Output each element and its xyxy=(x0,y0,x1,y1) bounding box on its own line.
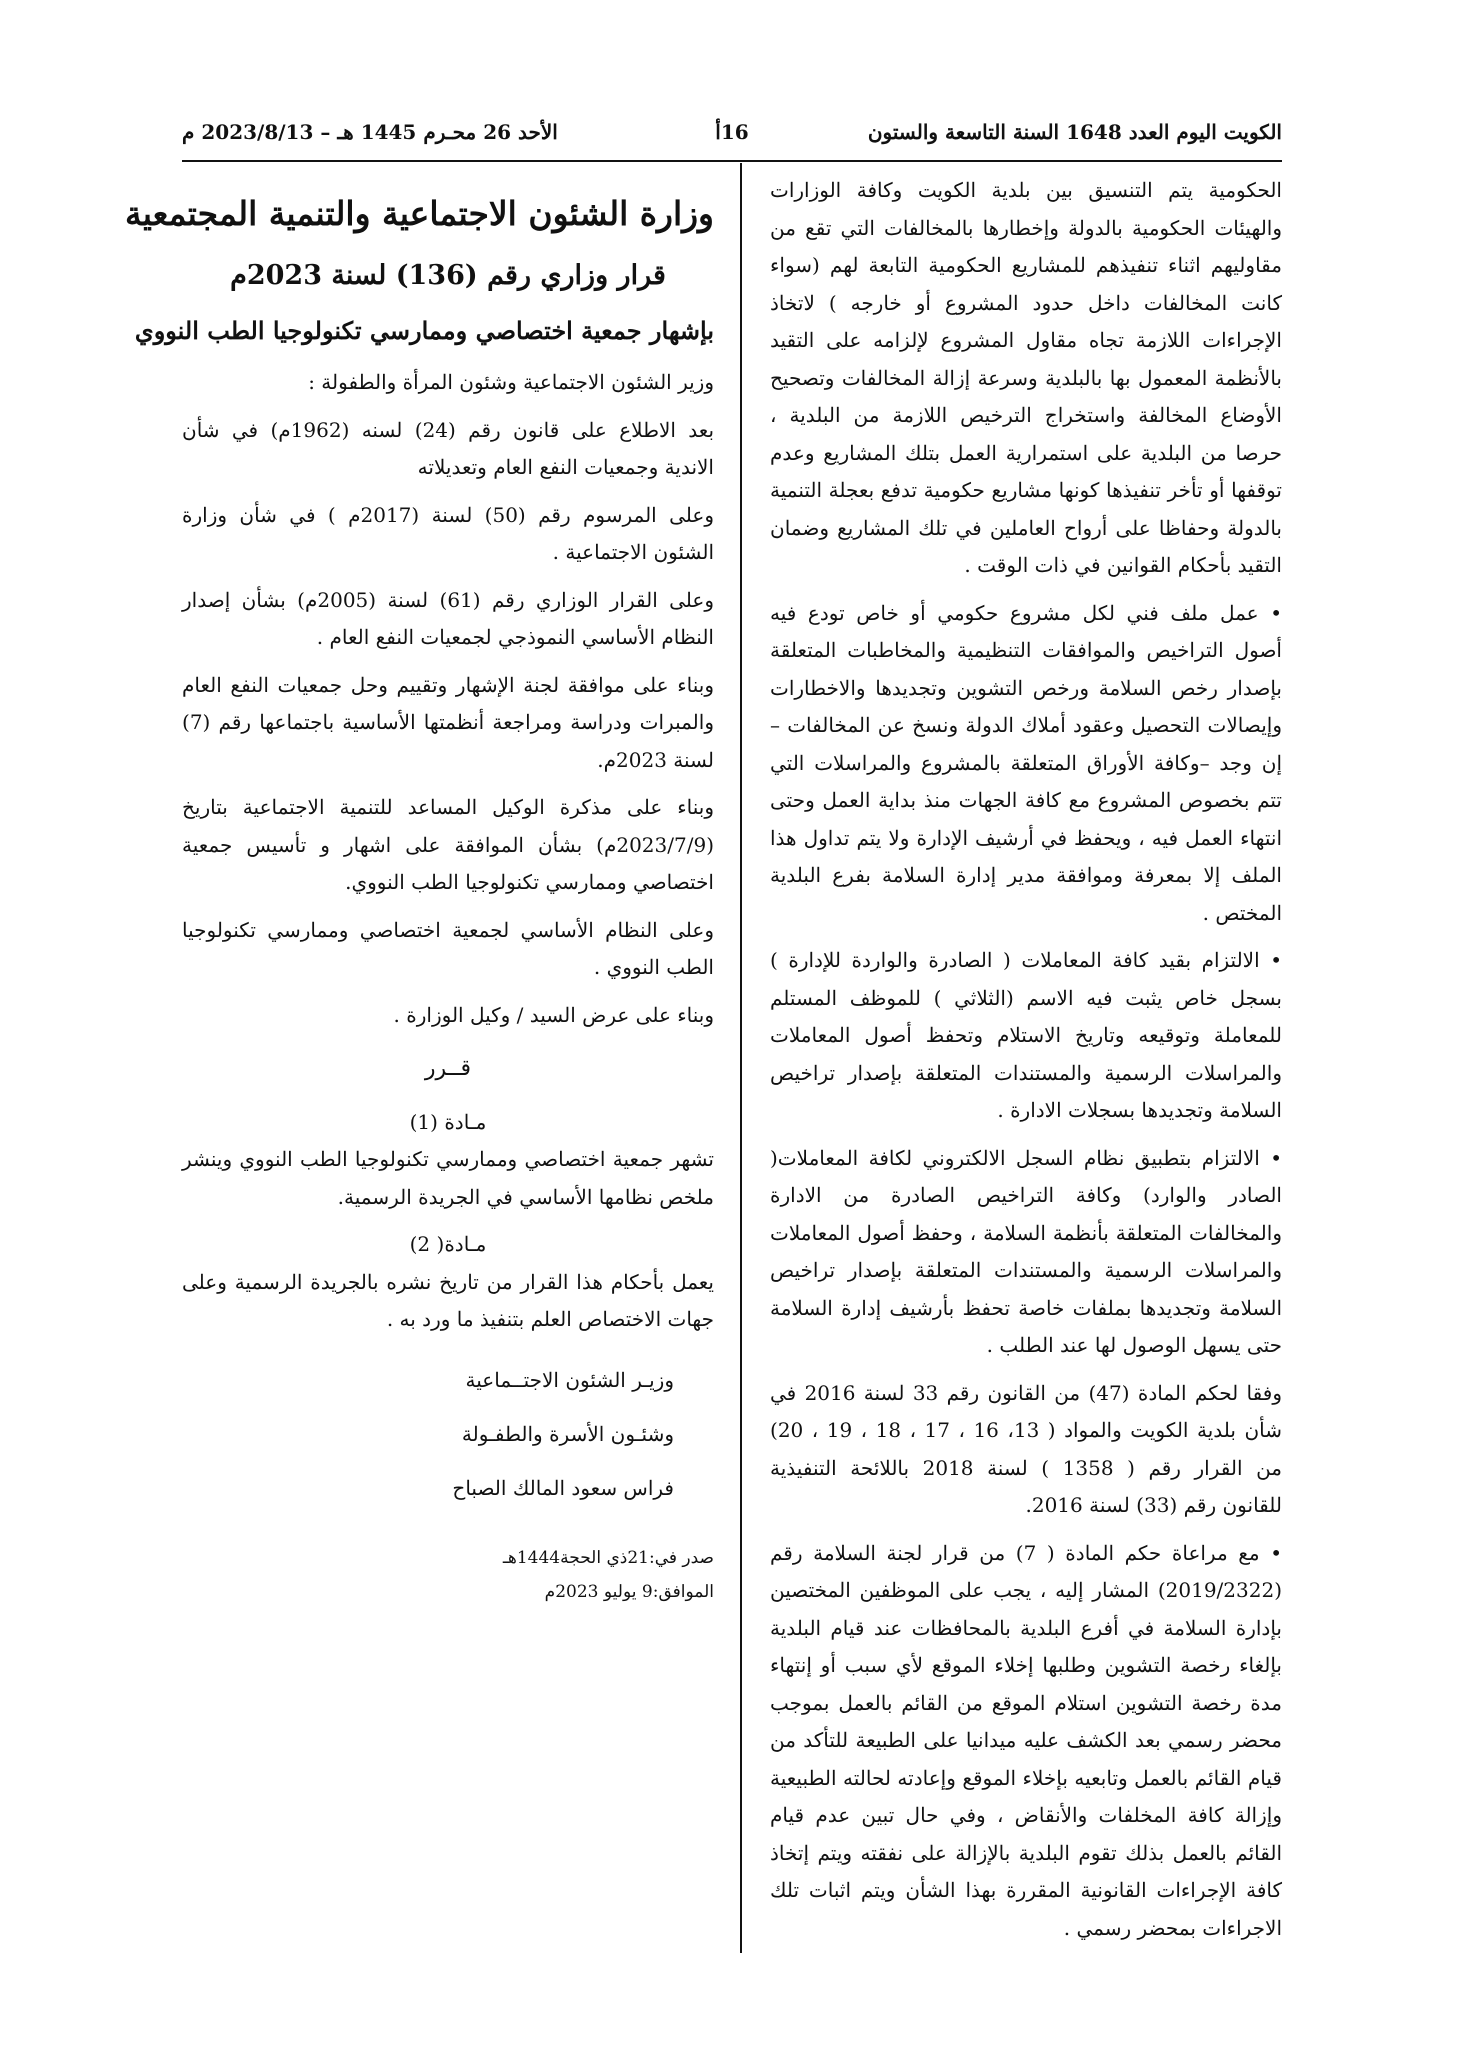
bullet-transactions-register: • الالتزام بقيد كافة المعاملات ( الصادرة والواردة للإدارة ) بسجل خاص يثبت فيه الاسم (الثلاثي ) للموظف المستلم للمعاملة وتوقيعه وتاريخ الاستلام وتحفظ أصول المعاملات والمراسلات الرسمية والمستندات المتعلقة بإصدار تراخيص السلامة وتجديدها بسجلات الادارة . xyxy=(770,942,1282,1130)
left-column xyxy=(125,172,715,1609)
signature-name: فراس سعود المالك الصباح xyxy=(452,1475,674,1500)
preamble-decree: وعلى المرسوم رقم (50) لسنة (2017م ) في شأن وزارة الشئون الاجتماعية . xyxy=(182,502,714,564)
signature-block xyxy=(182,1353,714,1515)
issue-info: الكويت اليوم العدد 1648 السنة التاسعة والستون xyxy=(867,120,1282,144)
article-1-text: تشهر جمعية اختصاصي وممارسي تكنولوجيا الطب النووي وينشر ملخص نظامها الأساسي في الجريدة الرسمية. xyxy=(182,1147,714,1209)
preamble-law: بعد الاطلاع على قانون رقم (24) لسنه (1962م) في شأن الاندية وجمعيات النفع العام وتعديلاته xyxy=(182,417,715,479)
article-2-title: مـادة( 2) xyxy=(409,1232,487,1256)
article-2-text: يعمل بأحكام هذا القرار من تاريخ نشره بالجريدة الرسمية وعلى جهات الاختصاص العلم بتنفيذ ما ورد به . xyxy=(182,1269,714,1331)
decree-title: قرار وزاري رقم (136) لسنة 2023م xyxy=(230,260,666,291)
decides-heading: قــرر xyxy=(424,1056,472,1081)
column-divider xyxy=(740,163,742,1953)
issued-gregorian: الموافق:9 يوليو 2023م xyxy=(544,1581,714,1602)
signature-title-2: وشئـون الأسرة والطفـولة xyxy=(461,1421,674,1446)
preamble-memo: وبناء على مذكرة الوكيل المساعد للتنمية الاجتماعية بتاريخ (2023/7/9م) بشأن الموافقة على اشهار و تأسيس جمعية اختصاصي وممارسي تكنولوجيا الطب النووي. xyxy=(182,795,714,894)
signature-title-1: وزيـر الشئون الاجتــماعية xyxy=(465,1367,674,1392)
preamble-statute: وعلى النظام الأساسي لجمعية اختصاصي وممارسي تكنولوجيا الطب النووي . xyxy=(182,917,714,979)
bullet-electronic-register: • الالتزام بتطبيق نظام السجل الالكتروني لكافة المعاملات( الصادر والوارد) وكافة التراخيص الصادرة من الادارة والمخالفات المتعلقة بأنظمة السلامة ، وحفظ أصول المعاملات والمراسلات الرسمية والمستندات المتعلقة بإصدار تراخيص السلامة وتجديدها بملفات خاصة تحفظ بأرشيف إدارة السلامة حتى يسهل الوصول لها عند الطلب . xyxy=(770,1140,1282,1365)
preamble-committee-approval: وبناء على موافقة لجنة الإشهار وتقييم وحل جمعيات النفع العام والمبرات ودراسة ومراجعة أنظمتها الأساسية باجتماعها رقم (7) لسنة 2023م. xyxy=(182,672,714,772)
decree-subject: بإشهار جمعية اختصاصي وممارسي تكنولوجيا الطب النووي xyxy=(134,316,714,345)
bullet-technical-file: • عمل ملف فني لكل مشروع حكومي أو خاص تودع فيه أصول التراخيص والموافقات التنظيمية والمخاطبات المتعلقة بإصدار رخص السلامة ورخص التشوين وتجديدها والاخطارات وإيصالات التحصيل وعقود أملاك الدولة ونسخ عن المخالفات – إن وجد –وكافة الأوراق المتعلقة بالمشروع والمراسلات التي تتم بخصوص المشروع مع كافة الجهات منذ بداية العمل وحتى انتهاء العمل فيه ، ويحفظ في أرشيف الإدارة ولا يتم تداول هذا الملف إلا بمعرفة وموافقة مدير إدارة السلامة بفرع البلدية المختص . xyxy=(770,595,1282,933)
ministry-title: وزارة الشئون الاجتماعية والتنمية المجتمعية xyxy=(125,194,714,233)
preamble-ministerial-decision: وعلى القرار الوزاري رقم (61) لسنة (2005م) بشأن إصدار النظام الأساسي النموذجي لجمعيات النفع العام . xyxy=(182,587,715,649)
header-rule xyxy=(182,160,1282,162)
right-column xyxy=(770,172,1282,1957)
issue-dates xyxy=(182,1541,714,1609)
preamble-undersecretary: وبناء على عرض السيد / وكيل الوزارة . xyxy=(393,1002,714,1027)
law-reference-paragraph: وفقا لحكم المادة (47) من القانون رقم 33 لسنة 2016 في شأن بلدية الكويت والمواد ( 13، 16 ، 17 ، 18 ، 19 ، 20) من القرار رقم ( 1358 ) لسنة 2018 باللائحة التنفيذية للقانون رقم (33) لسنة 2016. xyxy=(770,1380,1283,1517)
page-header xyxy=(182,120,1282,156)
article-1-title: مـادة (1) xyxy=(409,1109,487,1134)
issue-date: الأحد 26 محـرم 1445 هـ – 2023/8/13 م xyxy=(182,120,558,144)
minister-line: وزير الشئون الاجتماعية وشئون المرأة والطفولة : xyxy=(308,370,714,394)
issued-hijri: صدر في:21ذي الحجة1444هـ xyxy=(502,1547,714,1568)
page-number: 16أ xyxy=(715,120,749,144)
bullet-site-handover: • مع مراعاة حكم المادة ( 7) من قرار لجنة السلامة رقم (2019/2322) المشار إليه ، يجب على الموظفين المختصين بإدارة السلامة في أفرع البلدية بالمحافظات عند قيام البلدية بإلغاء رخصة التشوين وطلبها إخلاء الموقع لأي سبب أو إنتهاء مدة رخصة التشوين استلام الموقع من القائم بالعمل بموجب محضر رسمي بعد الكشف عليه ميدانيا على الطبيعة للتأكد من قيام القائم بالعمل وتابعيه بإخلاء الموقع وإعادته لحالته الطبيعية وإزالة كافة المخلفات والأنقاض ، وفي حال تبين عدم قيام القائم بالعمل بذلك تقوم البلدية بالإزالة على نفقته ويتم إتخاذ كافة الإجراءات القانونية المقررة بهذا الشأن ويتم اثبات تلك الاجراءات بمحضر رسمي . xyxy=(770,1535,1282,1948)
intro-paragraph: الحكومية يتم التنسيق بين بلدية الكويت وكافة الوزارات والهيئات الحكومية بالدولة وإخطارها بالمخالفات التي تقع من مقاوليهم اثناء تنفيذهم للمشاريع الحكومية التابعة لهم (سواء كانت المخالفات داخل حدود المشروع أو خارجه ) لاتخاذ الإجراءات اللازمة تجاه مقاول المشروع لإلزامه على التقيد بالأنظمة المعمول بها بالبلدية وسرعة إزالة المخالفات وتصحيح الأوضاع المخالفة واستخراج الترخيص اللازمة من البلدية ، حرصا من البلدية على استمرارية العمل بتلك المشاريع وعدم توقفها أو تأخر تنفيذها كونها مشاريع حكومية تدفع بعجلة التنمية بالدولة وحفاظا على أرواح العاملين في تلك المشاريع وضمان التقيد بأحكام القوانين في ذات الوقت . xyxy=(770,178,1282,577)
